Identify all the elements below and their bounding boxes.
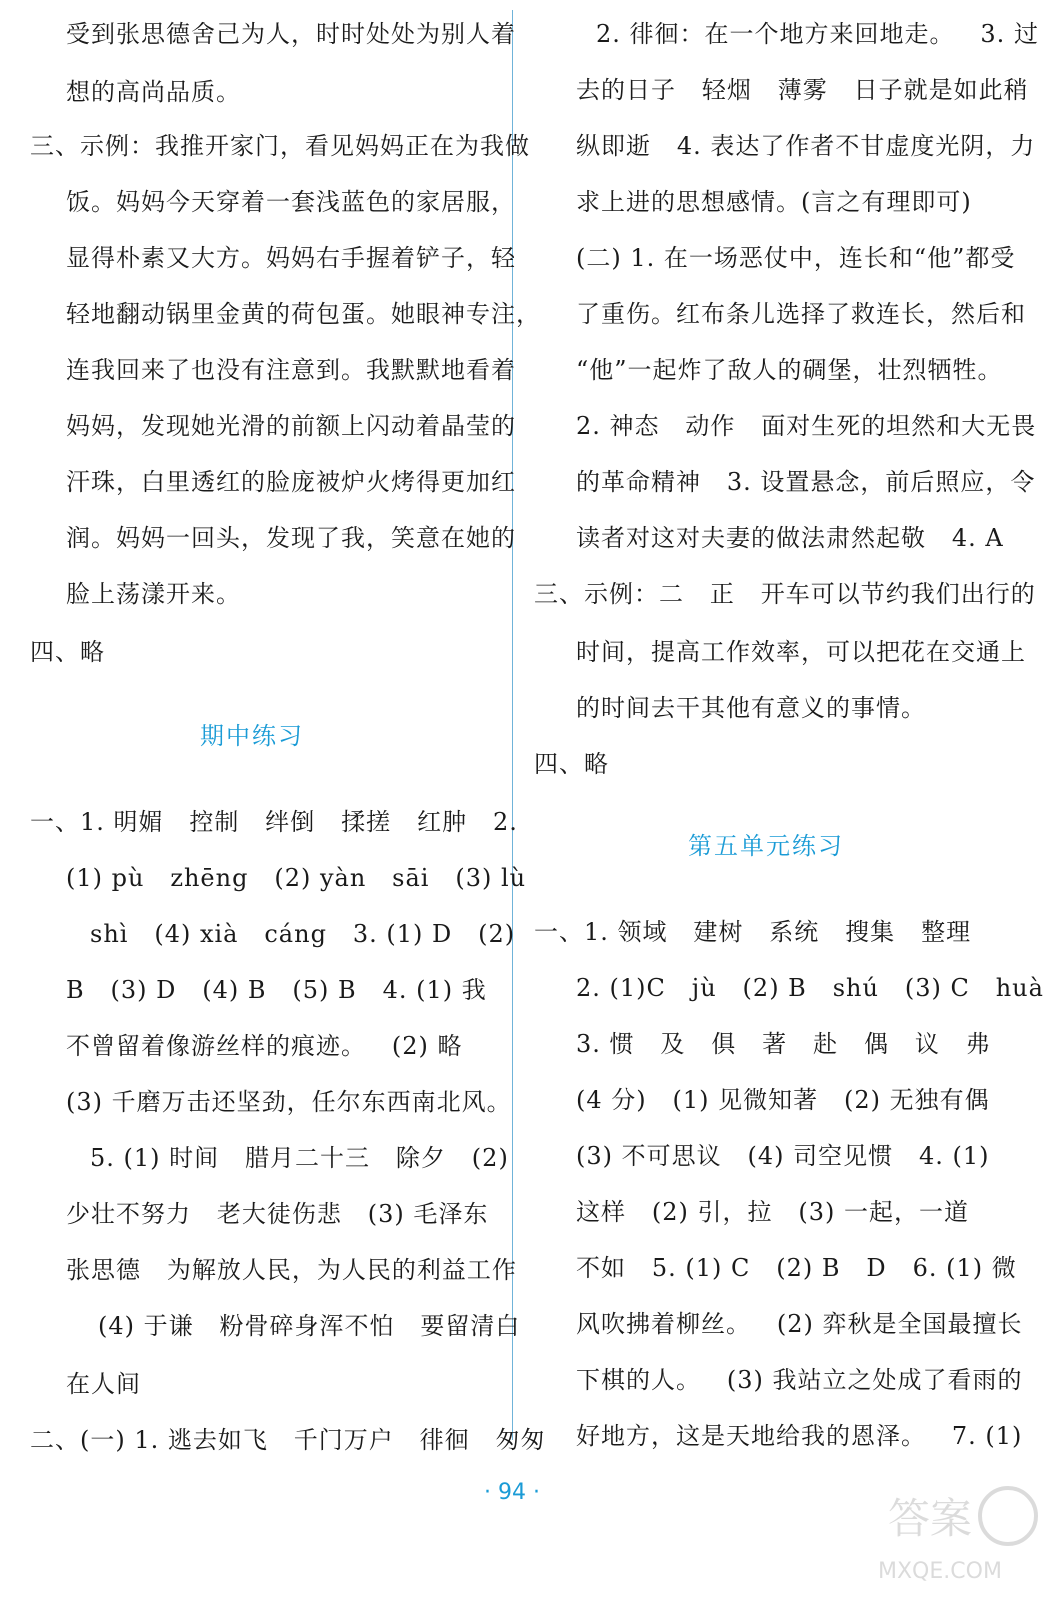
section-line: 四、略 — [534, 750, 609, 778]
text-line: 2. 神态 动作 面对生死的坦然和大无畏 — [576, 412, 1037, 440]
section-line: 三、示例：二 正 开车可以节约我们出行的 — [534, 580, 1036, 608]
text-line: (3) 千磨万击还坚劲，任尔东西南北风。 — [66, 1088, 512, 1116]
section-heading-midterm: 期中练习 — [200, 722, 304, 750]
text-line: 读者对这对夫妻的做法肃然起敬 4. A — [576, 524, 1004, 552]
text-line: 妈妈，发现她光滑的前额上闪动着晶莹的 — [66, 412, 516, 440]
section-line: 二、(一) 1. 逃去如飞 千门万户 徘徊 匆匆 — [30, 1426, 546, 1454]
text-line: 2. (1)C jù (2) B shú (3) C huà — [576, 974, 1044, 1002]
section-line: 四、略 — [30, 638, 105, 666]
text-line: 这样 (2) 引，拉 (3) 一起，一道 — [576, 1198, 970, 1226]
svg-text:答案: 答案 — [888, 1494, 973, 1543]
text-line: “他”一起炸了敌人的碉堡，壮烈牺牲。 — [576, 356, 1003, 384]
text-line: 少壮不努力 老大徒伤悲 (3) 毛泽东 — [66, 1200, 489, 1228]
text-line: 张思德 为解放人民，为人民的利益工作 — [66, 1256, 517, 1284]
text-line: 想的高尚品质。 — [66, 78, 241, 106]
text-line: 的革命精神 3. 设置悬念，前后照应，令 — [576, 468, 1036, 496]
section-line: 一、1. 明媚 控制 绊倒 揉搓 红肿 2. — [30, 808, 518, 836]
text-line: 轻地翻动锅里金黄的荷包蛋。她眼神专注， — [66, 300, 541, 328]
section-line: 三、示例：我推开家门，看见妈妈正在为我做 — [30, 132, 530, 160]
text-line: (二) 1. 在一场恶仗中，连长和“他”都受 — [576, 244, 1016, 272]
text-line: 时间，提高工作效率，可以把花在交通上 — [576, 638, 1026, 666]
text-line: 了重伤。红布条儿选择了救连长，然后和 — [576, 300, 1026, 328]
text-line: 下棋的人。 (3) 我站立之处成了看雨的 — [576, 1366, 1023, 1394]
text-line: 3. 惯 及 俱 著 赴 偶 议 弗 — [576, 1030, 991, 1058]
text-line: B (3) D (4) B (5) B 4. (1) 我 — [66, 976, 487, 1004]
text-line: 连我回来了也没有注意到。我默默地看着 — [66, 356, 516, 384]
text-line: 5. (1) 时间 腊月二十三 除夕 (2) — [90, 1144, 509, 1172]
text-line: shì (4) xià cáng 3. (1) D (2) — [90, 920, 516, 948]
text-line: 不如 5. (1) C (2) B D 6. (1) 微 — [576, 1254, 1017, 1282]
section-heading-unit5: 第五单元练习 — [688, 832, 844, 860]
text-line: (1) pù zhēng (2) yàn sāi (3) lù — [66, 864, 527, 892]
text-line: 显得朴素又大方。妈妈右手握着铲子，轻 — [66, 244, 516, 272]
page-number: · 94 · — [484, 1480, 540, 1505]
watermark-logo — [868, 1478, 1048, 1588]
text-line: 不曾留着像游丝样的痕迹。 (2) 略 — [66, 1032, 463, 1060]
text-line: (3) 不可思议 (4) 司空见惯 4. (1) — [576, 1142, 990, 1170]
text-line: 受到张思德舍己为人，时时处处为别人着 — [66, 20, 516, 48]
text-line: 饭。妈妈今天穿着一套浅蓝色的家居服， — [66, 188, 516, 216]
text-line: 纵即逝 4. 表达了作者不甘虚度光阴，力 — [576, 132, 1036, 160]
text-line: 在人间 — [66, 1370, 141, 1398]
column-divider — [512, 10, 513, 1440]
text-line: 求上进的思想感情。(言之有理即可) — [576, 188, 972, 216]
text-line: 好地方，这是天地给我的恩泽。 7. (1) — [576, 1422, 1023, 1450]
text-line: 去的日子 轻烟 薄雾 日子就是如此稍 — [576, 76, 1029, 104]
text-line: (4) 于谦 粉骨碎身浑不怕 要留清白 — [98, 1312, 521, 1340]
text-line: 风吹拂着柳丝。 (2) 弈秋是全国最擅长 — [576, 1310, 1023, 1338]
text-line: 2. 徘徊：在一个地方来回地走。 3. 过 — [596, 20, 1039, 48]
svg-text:MXQE.COM: MXQE.COM — [878, 1559, 1002, 1584]
text-line: 的时间去干其他有意义的事情。 — [576, 694, 926, 722]
text-line: 汗珠，白里透红的脸庞被炉火烤得更加红 — [66, 468, 516, 496]
section-line: 一、1. 领域 建树 系统 搜集 整理 — [534, 918, 972, 946]
text-line: 脸上荡漾开来。 — [66, 580, 241, 608]
text-line: 润。妈妈一回头，发现了我，笑意在她的 — [66, 524, 516, 552]
text-line: (4 分) (1) 见微知著 (2) 无独有偶 — [576, 1086, 990, 1114]
